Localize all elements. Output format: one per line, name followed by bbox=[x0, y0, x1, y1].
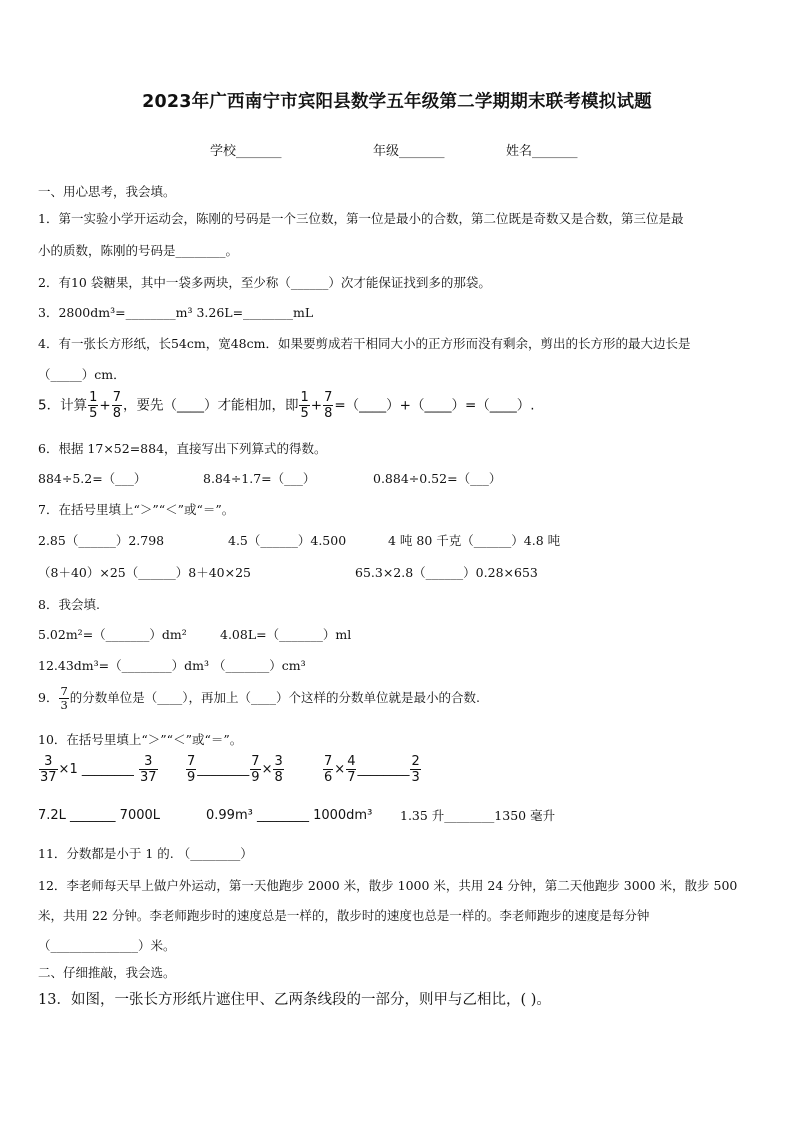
fraction-7-9 bbox=[186, 754, 196, 785]
question-7: 7．在括号里填上“＞”“＜”或“＝”。 bbox=[38, 502, 235, 517]
question-6-b: 8.84÷1.7=（___） bbox=[203, 471, 316, 486]
question-13: 13．如图，一张长方形纸片遮住甲、乙两条线段的一部分，则甲与乙相比，( )。 bbox=[38, 992, 551, 1008]
denominator: 9 bbox=[251, 770, 260, 785]
question-9-suffix: 的分数单位是（____），再加上（____）个这样的分数单位就是最小的合数. bbox=[69, 690, 481, 705]
question-12-line-2: 米，共用 22 分钟。李老师跑步时的速度总是一样的，散步时的速度也总是一样的。李老师跑步的速度是每分钟 bbox=[38, 908, 650, 923]
question-10-compare-5: 0.99m³ ________ 1000dm³ bbox=[206, 808, 373, 823]
question-10: 10．在括号里填上“＞”“＜”或“＝”。 bbox=[38, 732, 243, 747]
grade-field: 年级_______ bbox=[373, 144, 445, 159]
question-4-line-2: （_____）cm． bbox=[38, 367, 126, 382]
question-6: 6．根据 17×52=884，直接写出下列算式的得数。 bbox=[38, 441, 327, 456]
denominator: 6 bbox=[324, 770, 333, 785]
denominator: 8 bbox=[324, 406, 333, 421]
denominator: 3 bbox=[60, 698, 68, 712]
fraction-3-37 bbox=[139, 754, 158, 785]
question-1-line-2: 小的质数，陈刚的号码是________。 bbox=[38, 243, 239, 258]
fraction-4-7 bbox=[346, 754, 356, 785]
question-4-line-1: 4．有一张长方形纸，长54cm，宽48cm．如果要剪成若干相同大小的正方形而没有剩余，剪出的长方形的最大边长是 bbox=[38, 336, 691, 351]
fraction-7-3 bbox=[59, 685, 68, 712]
compare-blank: ________ bbox=[357, 762, 410, 777]
school-field: 学校_______ bbox=[210, 144, 282, 159]
numerator: 3 bbox=[139, 754, 158, 770]
question-1-line-1: 1．第一实验小学开运动会，陈刚的号码是一个三位数，第一位是最小的合数，第二位既是奇数又是合数，第三位是最 bbox=[38, 211, 684, 226]
fraction-1-5 bbox=[88, 390, 98, 421]
numerator: 2 bbox=[411, 754, 420, 769]
denominator: 5 bbox=[89, 406, 98, 421]
plus-sign: + bbox=[310, 397, 323, 414]
question-10-compare-1 bbox=[38, 754, 159, 785]
question-5-suffix: =（____）+（____）=（____）. bbox=[334, 397, 535, 414]
compare-blank: ×1 ________ bbox=[58, 762, 134, 777]
fraction-3-37 bbox=[39, 754, 58, 785]
denominator: 37 bbox=[40, 770, 57, 785]
fraction-7-8 bbox=[112, 390, 122, 421]
question-10-compare-2 bbox=[185, 754, 285, 785]
fraction-7-9 bbox=[250, 754, 260, 785]
numerator: 1 bbox=[300, 390, 309, 405]
question-8-c: 12.43dm³=（________）dm³ （_______）cm³ bbox=[38, 658, 306, 673]
fraction-7-6 bbox=[323, 754, 333, 785]
question-11: 11．分数都是小于 1 的. （________） bbox=[38, 846, 253, 861]
question-2: 2．有10 袋糖果，其中一袋多两块，至少称（______）次才能保证找到多的那袋。 bbox=[38, 275, 491, 290]
question-8-a: 5.02m²=（_______）dm² bbox=[38, 627, 187, 642]
denominator: 5 bbox=[300, 406, 309, 421]
section-2-heading: 二、仔细推敲，我会选。 bbox=[38, 965, 176, 980]
denominator: 7 bbox=[347, 770, 356, 785]
compare-blank: ________ bbox=[197, 762, 250, 777]
numerator: 7 bbox=[187, 754, 196, 769]
denominator: 8 bbox=[112, 406, 121, 421]
question-8: 8．我会填. bbox=[38, 597, 100, 612]
question-3: 3．2800dm³=________m³ 3.26L=________mL bbox=[38, 305, 314, 320]
question-7-c: 4 吨 80 千克（______）4.8 吨 bbox=[388, 533, 561, 548]
question-5-prefix: 5．计算 bbox=[38, 397, 88, 414]
numerator: 3 bbox=[39, 754, 58, 770]
times-sign: × bbox=[334, 762, 346, 777]
question-12-line-3: （______________）米。 bbox=[38, 938, 176, 953]
question-8-b: 4.08L=（_______）ml bbox=[220, 627, 352, 642]
question-6-a: 884÷5.2=（___） bbox=[38, 471, 147, 486]
fraction-7-8 bbox=[323, 390, 333, 421]
question-9 bbox=[38, 685, 480, 712]
numerator: 7 bbox=[60, 684, 68, 698]
question-7-d: （8＋40）×25（______）8＋40×25 bbox=[38, 565, 251, 580]
section-1-heading: 一、用心思考，我会填。 bbox=[38, 184, 176, 199]
numerator: 7 bbox=[112, 390, 121, 405]
question-7-a: 2.85（______）2.798 bbox=[38, 533, 165, 548]
numerator: 4 bbox=[347, 754, 356, 769]
numerator: 3 bbox=[274, 754, 283, 769]
question-12-line-1: 12．李老师每天早上做户外运动，第一天他跑步 2000 米，散步 1000 米，共用 24 分钟，第二天他跑步 3000 米，散步 500 bbox=[38, 878, 738, 893]
question-6-c: 0.884÷0.52=（___） bbox=[373, 471, 502, 486]
fraction-3-8 bbox=[273, 754, 283, 785]
question-10-compare-3 bbox=[322, 754, 422, 785]
name-field: 姓名_______ bbox=[506, 144, 578, 159]
fraction-1-5 bbox=[299, 390, 309, 421]
fraction-2-3 bbox=[410, 754, 420, 785]
question-7-e: 65.3×2.8（______）0.28×653 bbox=[355, 565, 538, 580]
denominator: 3 bbox=[411, 770, 420, 785]
denominator: 37 bbox=[139, 770, 157, 785]
question-7-b: 4.5（______）4.500 bbox=[228, 533, 347, 548]
question-10-compare-4: 7.2L _______ 7000L bbox=[38, 808, 161, 823]
question-5 bbox=[38, 390, 535, 421]
numerator: 7 bbox=[324, 754, 333, 769]
denominator: 9 bbox=[187, 770, 196, 785]
question-5-middle: ，要先（____）才能相加，即 bbox=[122, 397, 299, 414]
plus-sign: + bbox=[99, 397, 111, 414]
numerator: 7 bbox=[324, 390, 333, 405]
denominator: 8 bbox=[274, 770, 283, 785]
question-10-compare-6: 1.35 升________1350 毫升 bbox=[400, 808, 556, 823]
times-sign: × bbox=[261, 762, 273, 777]
question-9-prefix: 9． bbox=[38, 690, 59, 705]
numerator: 7 bbox=[251, 754, 260, 769]
numerator: 1 bbox=[89, 390, 98, 405]
page-title: 2023年广西南宁市宾阳县数学五年级第二学期期末联考模拟试题 bbox=[142, 92, 652, 112]
